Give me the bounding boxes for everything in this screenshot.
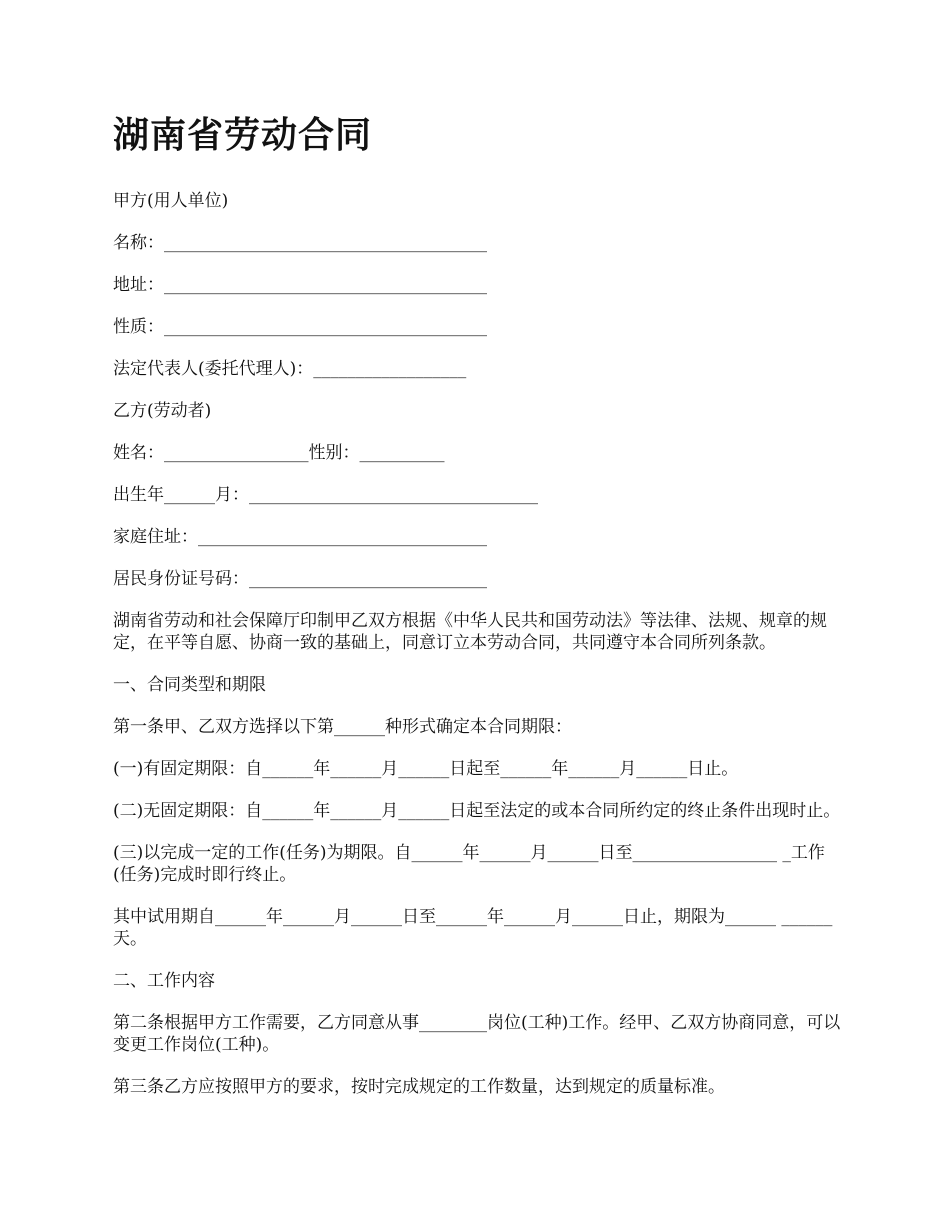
party-a-heading: 甲方(用人单位) <box>113 191 229 211</box>
home-address-field: 家庭住址：__________________________________ <box>113 527 487 547</box>
term-option-open-ended: (二)无固定期限：自______年______月______日起至法定的或本合同所约定的终止条件出现时止。 <box>113 801 841 821</box>
term-option-task-based: (三)以完成一定的工作(任务)为期限。自______年______月______日至_________________ _工作(任务)完成时即行终止。 <box>113 843 825 885</box>
article-2: 第二条根据甲方工作需要，乙方同意从事________岗位(工种)工作。经甲、乙双方协商同意，可以变更工作岗位(工种)。 <box>113 1013 841 1055</box>
article-1: 第一条甲、乙双方选择以下第______种形式确定本合同期限： <box>113 717 572 737</box>
document-title: 湖南省劳动合同 <box>113 115 373 156</box>
legal-representative-field: 法定代表人(委托代理人)：__________________ <box>113 359 467 379</box>
article-3: 第三条乙方应按照甲方的要求，按时完成规定的工作数量，达到规定的质量标准。 <box>113 1077 725 1097</box>
section-1-heading: 一、合同类型和期限 <box>113 675 266 695</box>
party-b-name-gender-field: 姓名：_________________性别：__________ <box>113 443 445 463</box>
party-a-nature-field: 性质：______________________________________ <box>113 317 487 337</box>
section-2-heading: 二、工作内容 <box>113 971 215 991</box>
probation-period: 其中试用期自______年______月______日至______年______月______日止，期限为______ ______天。 <box>113 907 833 949</box>
preamble-paragraph: 湖南省劳动和社会保障厅印制甲乙双方根据《中华人民共和国劳动法》等法律、法规、规章的规定，在平等自愿、协商一致的基础上，同意订立本劳动合同，共同遵守本合同所列条款。 <box>113 611 827 653</box>
party-a-name-field: 名称：______________________________________ <box>113 233 487 253</box>
id-number-field: 居民身份证号码：____________________________ <box>113 569 487 589</box>
party-b-heading: 乙方(劳动者) <box>113 401 212 421</box>
party-a-address-field: 地址：______________________________________ <box>113 275 487 295</box>
birth-date-field: 出生年______月：__________________________________ <box>113 485 538 505</box>
term-option-fixed: (一)有固定期限：自______年______月______日起至______年______月______日止。 <box>113 759 739 779</box>
